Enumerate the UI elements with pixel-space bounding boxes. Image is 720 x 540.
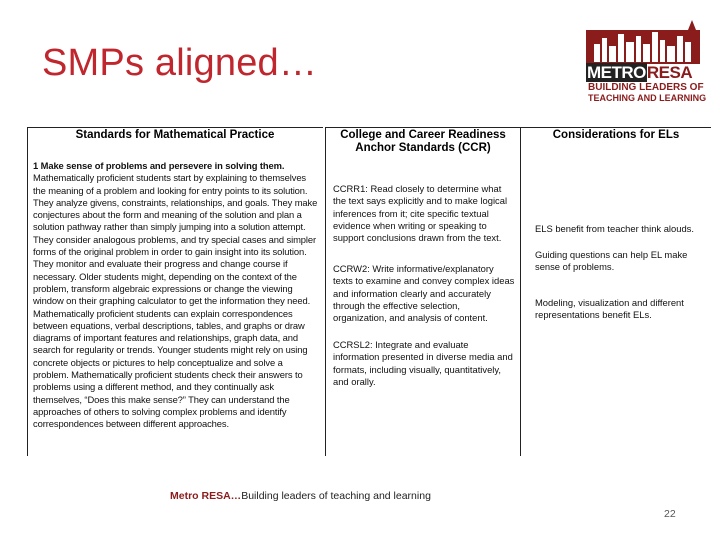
smp-column [27, 127, 323, 456]
column-header-smp: Standards for Mathematical Practice [75, 129, 275, 141]
column-header-ccr: College and Career Readiness Anchor Standards (CCR) [340, 129, 506, 154]
logo-wordmark: METRORESA [587, 63, 693, 82]
els-column [520, 127, 711, 456]
el-consideration-2: Guiding questions can help EL make sense of problems. [535, 249, 688, 273]
logo-tagline-2: TEACHING AND LEARNING [588, 93, 707, 103]
ccr-standard-w2: CCRW2: Write informative/explanatory texts to examine and convey complex ideas and information clearly and accurately through the effective selection, organization, and analysis of content. [333, 263, 515, 324]
el-consideration-1: ELS benefit from teacher think alouds. [535, 223, 694, 234]
column-header-els: Considerations for ELs [552, 129, 680, 141]
el-consideration-3: Modeling, visualization and different representations benefit ELs. [535, 297, 684, 321]
logo-tagline-1: BUILDING LEADERS OF [588, 82, 704, 93]
ccr-standard-r1: CCRR1: Read closely to determine what the text says explicitly and to make logical inferences from it; cite specific textual evidence when writing or speaking to support conclusions drawn from the text. [333, 183, 508, 244]
metro-resa-logo [586, 20, 707, 104]
smp-text [33, 160, 319, 431]
smp-heading: 1 Make sense of problems and persevere in solving them. [33, 160, 285, 171]
smp-body: Mathematically proficient students start by explaining to themselves the meaning of a problem and looking for entry points to its solution. They analyze givens, constraints, relationships, and goals. They make conjectures about the form and meaning of the solution and plan a solution pathway rather than simply jumping into a solution attempt. They consider analogous problems, and try special cases and simpler forms of the original problem in order to gain insight into its solution. They monitor and evaluate their progress and change course if necessary. Older students might, depending on the context of the problem, transform algebraic expressions or change the viewing window on their graphing calculator to get the information they need. Mathematically proficient students can explain correspondences between equations, verbal descriptions, tables, and graphs or draw diagrams of important features and relationships, graph data, and search for regularity or trends. Younger students might rely on using concrete objects or pictures to help conceptualize and solve a problem. Mathematically proficient students check their answers to problems using a different method, and they continually ask themselves, “Does this make sense?” They can understand the approaches of others to solving complex problems and identify correspondences between different approaches. [33, 172, 318, 430]
footer-brand: Metro RESA… [170, 490, 242, 502]
page-number: 22 [664, 508, 676, 520]
alignment-table [27, 127, 711, 456]
ccr-standard-sl2: CCRSL2: Integrate and evaluate information presented in diverse media and formats, including visually, quantitatively, and orally. [333, 339, 513, 387]
slide-footer [170, 490, 431, 502]
slide-title: SMPs aligned… [42, 42, 318, 84]
ccr-column [325, 127, 520, 456]
city-skyline-icon [586, 20, 700, 64]
footer-text: Building leaders of teaching and learning [241, 490, 431, 502]
